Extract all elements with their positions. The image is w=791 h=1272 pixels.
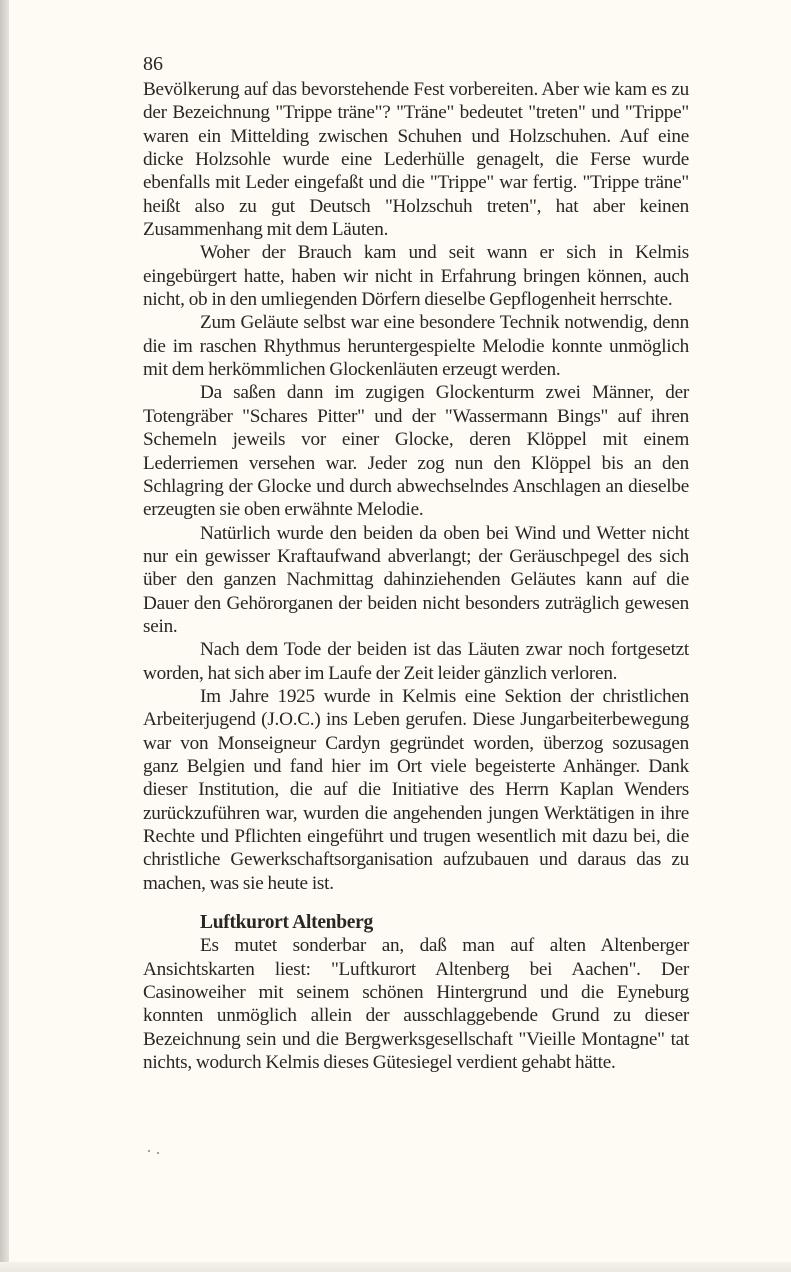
section-heading: Luftkurort Altenberg — [200, 912, 373, 934]
paragraph-5: Natürlich wurde den beiden da oben bei Wind und Wetter nicht nur ein gewisser Kraftaufwand abverlangt; der Geräuschpegel des sich über den ganzen Nachmittag dahinziehenden Geläutes kann auf die Dauer den Gehörorganen der beiden nicht besonders zuträglich gewesen sein. — [143, 522, 689, 637]
scan-edge-shadow — [0, 0, 9, 1272]
section-paragraph-1: Es mutet sonderbar an, daß man auf alten Altenberger Ansichtskarten liest: "Luftkurort Altenberg bei Aachen". Der Casinoweiher mit seinem schönen Hintergrund und die Eyneburg konnten unmöglich allein der ausschlaggebende Grund zu dieser Bezeichnung sein und die Bergwerksgesellschaft "Vieille Montagne" tat nichts, wodurch Kelmis dieses Gütesiegel verdient gehabt hätte. — [143, 935, 689, 1074]
paragraph-4: Da saßen dann im zugigen Glockenturm zwei Männer, der Totengräber "Schares Pitter" und der "Wassermann Bings" auf ihren Schemeln jeweils vor einer Glocke, deren Klöppel mit einem Lederriemen versehen war. Jeder zog nun den Klöppel bis an den Schlagring der Glocke und durch abwechselndes Anschlagen an dieselbe erzeugten sie oben erwähnte Melodie. — [143, 382, 689, 521]
page-number: 86 — [143, 53, 163, 75]
scan-bottom-edge — [0, 1262, 791, 1272]
scan-speck — [157, 1152, 159, 1154]
paragraph-6: Nach dem Tode der beiden ist das Läuten zwar noch fortgesetzt worden, hat sich aber im Laufe der Zeit leider gänzlich verloren. — [143, 639, 689, 684]
paragraph-2: Woher der Brauch kam und seit wann er sich in Kelmis eingebürgert hatte, haben wir nicht in Erfahrung bringen können, auch nicht, ob in den umliegenden Dörfern dieselbe Gepflogenheit herrschte. — [143, 242, 689, 311]
paragraph-7: Im Jahre 1925 wurde in Kelmis eine Sektion der christlichen Arbeiterjugend (J.O.C.) ins Leben gerufen. Diese Jungarbeiterbewegung war von Monseigneur Cardyn gegründet worden, überzog sozusagen ganz Belgien und fand hier im Ort viele begeisterte Anhänger. Dank dieser Institution, die auf die Initiative des Herrn Kaplan Wenders zurückzuführen war, wurden die angehenden jungen Werktätigen in ihre Rechte und Pflichten eingeführt und trugen wesentlich mit dazu bei, die christliche Gewerkschaftsorganisation aufzubauen und daraus das zu machen, was sie heute ist. — [143, 685, 689, 894]
scan-speck — [148, 1150, 150, 1152]
paragraph-1: Bevölkerung auf das bevorstehende Fest vorbereiten. Aber wie kam es zu der Bezeichnung "Trippe träne"? "Träne" bedeutet "treten" und "Trippe" waren ein Mittelding zwischen Schuhen und Holzschuhen. Auf eine dicke Holzsohle wurde eine Lederhülle genagelt, die Ferse wurde ebenfalls mit Leder eingefaßt und die "Trippe" war fertig. "Trippe träne" heißt also zu gut Deutsch "Holzschuh treten", hat aber keinen Zusammenhang mit dem Läuten. — [143, 79, 689, 241]
paragraph-3: Zum Geläute selbst war eine besondere Technik notwendig, denn die im raschen Rhythmus heruntergespielte Melodie konnte unmöglich mit dem herkömmlichen Glockenläuten erzeugt werden. — [143, 312, 689, 381]
book-page — [143, 52, 689, 1074]
